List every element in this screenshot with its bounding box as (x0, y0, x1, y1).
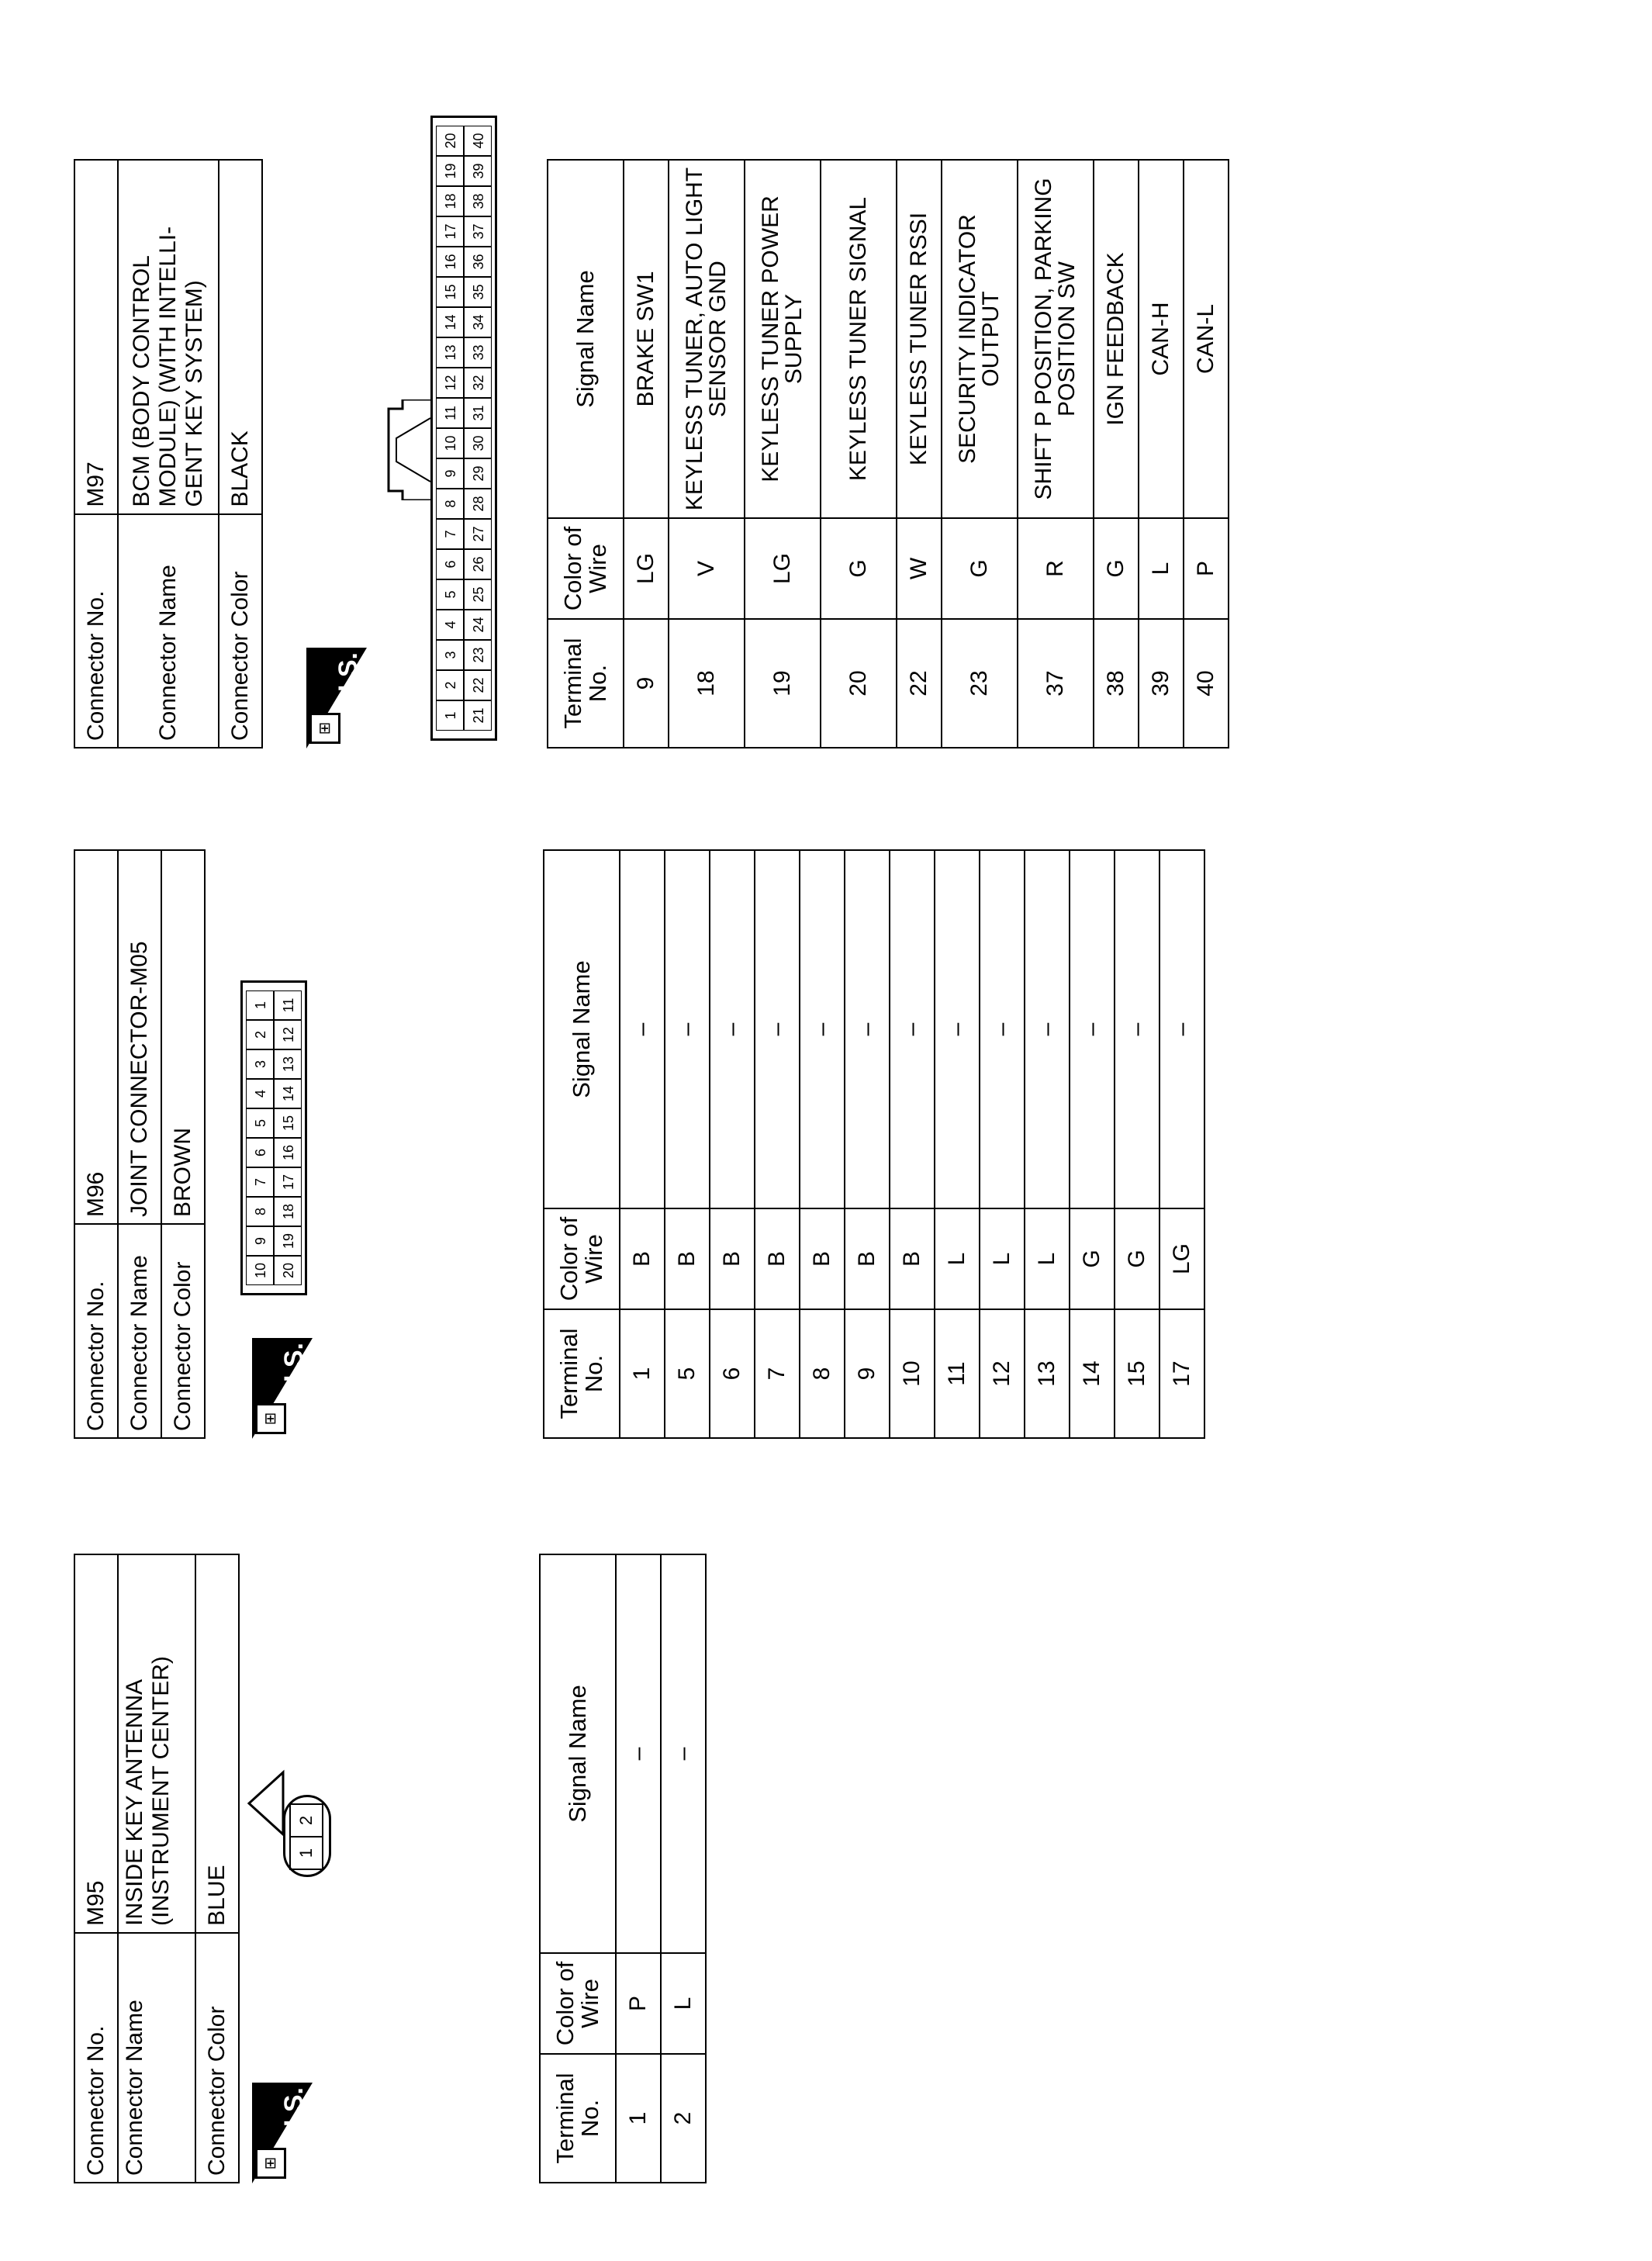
pin-cell: 28 (464, 489, 492, 519)
terminal-no: 1 (620, 1309, 665, 1438)
signal-name: – (980, 850, 1025, 1208)
header-terminal-no: Terminal No. (548, 619, 624, 748)
signal-name: – (1025, 850, 1070, 1208)
terminal-no: 39 (1139, 619, 1184, 748)
pin-cell: 20 (436, 126, 464, 156)
table-row (1115, 850, 1160, 1438)
connector-no-label: Connector No. (74, 514, 118, 748)
wire-color: R (1018, 518, 1094, 619)
pin-cell: 15 (436, 277, 464, 307)
pin-cell: 14 (436, 307, 464, 337)
table-row (755, 850, 800, 1438)
table-row (942, 160, 1018, 748)
connector-glyph-icon: ⊞ (309, 713, 340, 744)
wire-color: G (821, 518, 897, 619)
wire-color: B (710, 1208, 755, 1309)
connector-info-table (74, 849, 206, 1439)
table-row (1025, 850, 1070, 1438)
connector-face-m97 (430, 116, 497, 741)
wire-color: B (665, 1208, 710, 1309)
connector-no-label: Connector No. (74, 1933, 118, 2183)
info-row-color (219, 160, 262, 748)
pin-cell: 3 (436, 640, 464, 670)
signal-table (543, 849, 1205, 1439)
terminal-no: 9 (624, 619, 669, 748)
table-row (980, 850, 1025, 1438)
wire-color: P (616, 1953, 661, 2054)
wire-color: LG (1160, 1208, 1204, 1309)
table-row (745, 160, 821, 748)
pin-cell: 40 (464, 126, 492, 156)
table-row (890, 850, 935, 1438)
signal-name: IGN FEEDBACK (1094, 160, 1139, 518)
connector-color-label: Connector Color (195, 1933, 239, 2183)
pin-cell: 10 (246, 1256, 274, 1285)
header-terminal-no: Terminal No. (544, 1309, 620, 1438)
info-row-no (74, 160, 118, 748)
pin-cell: 1 (246, 990, 274, 1020)
table-row (821, 160, 897, 748)
pin-cell: 2 (436, 670, 464, 700)
pin-cell: 8 (436, 489, 464, 519)
signal-name: KEYLESS TUNER, AUTO LIGHT SENSOR GND (669, 160, 745, 518)
wire-color: G (1070, 1208, 1115, 1309)
harness-side-badge (306, 648, 367, 748)
header-signal-name: Signal Name (548, 160, 624, 518)
terminal-no: 10 (890, 1309, 935, 1438)
info-row-name (118, 1554, 195, 2183)
wire-color: L (935, 1208, 980, 1309)
signal-name: CAN-L (1184, 160, 1229, 518)
signal-name: KEYLESS TUNER SIGNAL (821, 160, 897, 518)
terminal-no: 2 (661, 2054, 706, 2183)
pin-cell: 7 (246, 1167, 274, 1197)
wire-color: G (942, 518, 1018, 619)
terminal-no: 7 (755, 1309, 800, 1438)
table-row (710, 850, 755, 1438)
signal-name: SECURITY INDICATOR OUTPUT (942, 160, 1018, 518)
pin-cell: 5 (246, 1108, 274, 1138)
header-color-of-wire: Color of Wire (540, 1953, 616, 2054)
terminal-no: 13 (1025, 1309, 1070, 1438)
pin-cell: 21 (464, 700, 492, 731)
table-row (1070, 850, 1115, 1438)
terminal-no: 18 (669, 619, 745, 748)
terminal-no: 9 (845, 1309, 890, 1438)
harness-side-label: H.S. (334, 652, 363, 704)
signal-name: – (1115, 850, 1160, 1208)
terminal-no: 12 (980, 1309, 1025, 1438)
connector-color-value: BLACK (219, 160, 262, 514)
pin-cell: 33 (464, 337, 492, 368)
pin-cell: 13 (436, 337, 464, 368)
terminal-no: 23 (942, 619, 1018, 748)
terminal-no: 17 (1160, 1309, 1204, 1438)
signal-name: – (800, 850, 845, 1208)
connector-latch-icon (384, 399, 434, 500)
terminal-no: 38 (1094, 619, 1139, 748)
pin-2: 2 (289, 1803, 323, 1837)
pin-cell: 24 (464, 610, 492, 640)
signal-name: – (665, 850, 710, 1208)
pin-cell: 36 (464, 247, 492, 277)
connector-glyph-icon: ⊞ (255, 1403, 286, 1434)
signal-name: – (935, 850, 980, 1208)
terminal-no: 14 (1070, 1309, 1115, 1438)
wire-color: L (1139, 518, 1184, 619)
connector-face-m96 (240, 980, 307, 1295)
pin-cell: 17 (274, 1167, 302, 1197)
wire-color: LG (745, 518, 821, 619)
connector-name-value: INSIDE KEY ANTENNA (INSTRUMENT CENTER) (118, 1554, 195, 1933)
pin-cell: 20 (274, 1256, 302, 1285)
signal-name: CAN-H (1139, 160, 1184, 518)
signal-name: KEYLESS TUNER POWER SUPPLY (745, 160, 821, 518)
pin-cell: 12 (274, 1020, 302, 1049)
pin-cell: 13 (274, 1049, 302, 1079)
signal-name: – (845, 850, 890, 1208)
pin-cell: 9 (436, 458, 464, 489)
pin-cell: 31 (464, 398, 492, 428)
connector-latch-icon (246, 1765, 285, 1842)
pin-cell: 4 (436, 610, 464, 640)
pin-cell: 7 (436, 519, 464, 549)
terminal-no: 20 (821, 619, 897, 748)
pin-cell: 4 (246, 1079, 274, 1108)
signal-name: BRAKE SW1 (624, 160, 669, 518)
terminal-no: 11 (935, 1309, 980, 1438)
table-row (661, 1554, 706, 2183)
connector-info-table (74, 1554, 240, 2183)
pin-cell: 37 (464, 216, 492, 247)
signal-name: – (616, 1554, 661, 1953)
signal-name: – (661, 1554, 706, 1953)
harness-side-label: H.S. (279, 1343, 309, 1395)
wire-color: B (800, 1208, 845, 1309)
info-row-color (161, 850, 205, 1438)
wire-color: L (661, 1953, 706, 2054)
table-row (1018, 160, 1094, 748)
connector-color-label: Connector Color (219, 514, 262, 748)
connector-no-value: M97 (74, 160, 118, 514)
pin-cell: 3 (246, 1049, 274, 1079)
terminal-no: 1 (616, 2054, 661, 2183)
table-row (616, 1554, 661, 2183)
connector-m97 (74, 133, 1218, 748)
connector-glyph-icon: ⊞ (255, 2148, 286, 2179)
info-row-name (118, 160, 219, 748)
header-color-of-wire: Color of Wire (548, 518, 624, 619)
pin-cell: 15 (274, 1108, 302, 1138)
connector-name-value: JOINT CONNECTOR-M05 (118, 850, 161, 1224)
pin-cell: 14 (274, 1079, 302, 1108)
pin-cell: 1 (436, 700, 464, 731)
connector-color-label: Connector Color (161, 1224, 205, 1438)
pin-cell: 19 (436, 156, 464, 186)
signal-header-row (548, 160, 624, 748)
pin-cell: 32 (464, 368, 492, 398)
wire-color: G (1115, 1208, 1160, 1309)
pin-cell: 11 (274, 990, 302, 1020)
pin-cell: 27 (464, 519, 492, 549)
wire-color: L (980, 1208, 1025, 1309)
signal-name: – (620, 850, 665, 1208)
info-row-color (195, 1554, 239, 2183)
harness-side-badge (252, 1338, 313, 1439)
connector-color-value: BROWN (161, 850, 205, 1224)
pin-cell: 6 (246, 1138, 274, 1167)
table-row (800, 850, 845, 1438)
pin-cell: 12 (436, 368, 464, 398)
info-row-name (118, 850, 161, 1438)
pin-cell: 8 (246, 1197, 274, 1226)
wire-color: B (845, 1208, 890, 1309)
pin-cell: 18 (274, 1197, 302, 1226)
terminal-no: 40 (1184, 619, 1229, 748)
connector-m96 (74, 849, 1194, 1439)
wire-color: LG (624, 518, 669, 619)
table-row (1094, 160, 1139, 748)
connector-name-value: BCM (BODY CONTROL MODULE) (WITH INTELLI-GENT KEY SYSTEM) (118, 160, 219, 514)
wire-color: L (1025, 1208, 1070, 1309)
connector-no-label: Connector No. (74, 1224, 118, 1438)
terminal-no: 6 (710, 1309, 755, 1438)
pin-cell: 22 (464, 670, 492, 700)
connector-name-label: Connector Name (118, 1933, 195, 2183)
signal-name: – (1070, 850, 1115, 1208)
table-row (1184, 160, 1229, 748)
pin-cell: 35 (464, 277, 492, 307)
pin-cell: 2 (246, 1020, 274, 1049)
terminal-no: 19 (745, 619, 821, 748)
table-row (669, 160, 745, 748)
table-row (665, 850, 710, 1438)
signal-header-row (540, 1554, 616, 2183)
header-signal-name: Signal Name (540, 1554, 616, 1953)
terminal-no: 22 (897, 619, 942, 748)
connector-face-m95 (283, 1795, 331, 1877)
pin-cell: 39 (464, 156, 492, 186)
pin-cell: 10 (436, 428, 464, 458)
connector-name-label: Connector Name (118, 514, 219, 748)
header-terminal-no: Terminal No. (540, 2054, 616, 2183)
signal-name: KEYLESS TUNER RSSI (897, 160, 942, 518)
pin-cell: 19 (274, 1226, 302, 1256)
signal-table (547, 159, 1229, 748)
info-row-no (74, 850, 118, 1438)
table-row (1139, 160, 1184, 748)
signal-table (539, 1554, 707, 2183)
pin-cell: 5 (436, 579, 464, 610)
wire-color: B (755, 1208, 800, 1309)
pin-cell: 18 (436, 186, 464, 216)
signal-header-row (544, 850, 620, 1438)
signal-name: – (755, 850, 800, 1208)
wire-color: W (897, 518, 942, 619)
header-signal-name: Signal Name (544, 850, 620, 1208)
wire-color: G (1094, 518, 1139, 619)
pin-cell: 9 (246, 1226, 274, 1256)
table-row (897, 160, 942, 748)
connector-no-value: M95 (74, 1554, 118, 1933)
pin-cell: 17 (436, 216, 464, 247)
pin-cell: 34 (464, 307, 492, 337)
connector-color-value: BLUE (195, 1554, 239, 1933)
table-row (620, 850, 665, 1438)
pin-cell: 11 (436, 398, 464, 428)
connector-info-table (74, 159, 263, 748)
connector-m95 (74, 1554, 696, 2183)
harness-side-badge (252, 2083, 313, 2183)
signal-name: – (1160, 850, 1204, 1208)
terminal-no: 37 (1018, 619, 1094, 748)
pin-cell: 16 (274, 1138, 302, 1167)
terminal-no: 5 (665, 1309, 710, 1438)
wire-color: P (1184, 518, 1229, 619)
pin-cell: 29 (464, 458, 492, 489)
terminal-no: 15 (1115, 1309, 1160, 1438)
connector-no-value: M96 (74, 850, 118, 1224)
connector-name-label: Connector Name (118, 1224, 161, 1438)
pin-cell: 25 (464, 579, 492, 610)
header-color-of-wire: Color of Wire (544, 1208, 620, 1309)
info-row-no (74, 1554, 118, 2183)
harness-side-label: H.S. (279, 2087, 309, 2139)
pin-cell: 23 (464, 640, 492, 670)
pin-cell: 38 (464, 186, 492, 216)
table-row (935, 850, 980, 1438)
table-row (624, 160, 669, 748)
wire-color: B (620, 1208, 665, 1309)
pin-cell: 26 (464, 549, 492, 579)
signal-name: SHIFT P POSITION, PARKING POSITION SW (1018, 160, 1094, 518)
pin-cell: 16 (436, 247, 464, 277)
wire-color: V (669, 518, 745, 619)
table-row (845, 850, 890, 1438)
wire-color: B (890, 1208, 935, 1309)
signal-name: – (710, 850, 755, 1208)
pin-cell: 30 (464, 428, 492, 458)
terminal-no: 8 (800, 1309, 845, 1438)
pin-1: 1 (289, 1836, 323, 1870)
signal-name: – (890, 850, 935, 1208)
table-row (1160, 850, 1204, 1438)
pin-cell: 6 (436, 549, 464, 579)
